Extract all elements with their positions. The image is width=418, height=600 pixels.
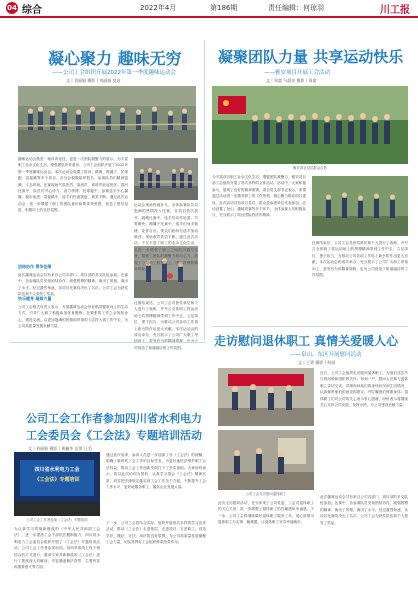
article1-body-col1: 趣味运动会既是一场体育竞技，更是一次团队凝聚力的展示。为丰富职工业余文化生活，增强团队协作意识，公司工会组织开展了2022年第一季度趣味运动会。本次运动会设置了拔河、跳绳、踢毽子、托球跑、袋鼠跳等多个项目，各分会积极组织报名，参赛队员们精神饱满、斗志昂扬。比赛现场气氛热烈，加油声、欢呼声此起彼伏。拔河比赛中，队员们齐心协力、奋力拼搏；托球跑中，参赛选手小心翼翼、稳步前进；袋鼠跳中，选手们你追我赶、欢笑不断。通过此次运动会，进一步增强了职工的团队意识和集体荣誉感，营造了团结奋进、积极向上的良好氛围。 [18, 157, 128, 213]
article1-body-col1b: 此次趣味运动会共有来自公司各部门、项目部的多支队伍参加。比赛中，各参赛队员发扬团结协作、顽强拼搏的精神，赛出了风格，赛出了水平。经过激烈角逐，各项目比赛均决出了名次，公司工会为获奖队伍和个人颁发了奖品。 [18, 273, 128, 297]
article2-photo-caption: 雅安项目党员群众合影 [293, 166, 327, 170]
section-name: 综合 [22, 5, 42, 16]
article4-body-col1: 通过此次培训，参训人员进一步加深了对《工会法》的理解，明确了新时代工会工作的目标任务，为更好地依法维护职工合法权益、推动工会工作创新发展打下了坚实基础。大家纷纷表示，将以此次培训为契机，认真学习领会《工会法》精神实质，切实把法律规定落实到工会工作各个方面，不断提升工会工作水平，更好地服务职工、服务企业发展大局。 [106, 453, 206, 490]
article1-body-col3: 比赛结束后，公司工会对获奖单位和个人进行了表彰，并号召全体职工将运动场上的拼搏精神带到工作中去，立足岗位、勇于担当，为推动公司各项工作再上新台阶作出更大贡献。本次运动会的成功举办，充分展示了公司广大职工昂 司营造了和谐融洽的工作氛围。 [134, 301, 198, 350]
section-divider-right [212, 326, 408, 327]
article1-subheading1: 团结协作 勇争佳绩 [18, 264, 52, 269]
project-activity-photo [312, 176, 408, 236]
screen-line2: 《工会法》专题培训 [34, 477, 80, 483]
sports-meeting-photo [18, 86, 196, 152]
issue-number: 第186期 [210, 4, 238, 12]
article1-body-col1c: 公司工会相关负责人表示，开展趣味运动会旨在倡导健康向上的生活方式，引导广大职工积极参加体育锻炼，在紧张的工作之余放松身心、增进交流，以更加饱满的热情和昂扬的斗志投入到工作中去，为公司高质量发展贡献力量。 [18, 305, 128, 329]
article3-body-col1: 近日，公司工会组织走访慰问退休职工，为他们送去节日的问候和组织的关怀。每到一户，慰问人员都与退休职工亲切交谈，详细询问他们的身体状况和生活情况，认真倾听他们的意见和建议，并叮嘱他们保重身体。退休职工们对公司的关心表示衷心感谢，纷纷表示将继续关心支持公司发展，发挥余热，为公司建设贡献力量。 [320, 371, 408, 408]
article1-subheading2: 快乐健身 凝聚力量 [18, 296, 52, 301]
tug-of-war-photo [134, 158, 198, 200]
article1-subtitle: ——公司工会组织开展2022年第一季度趣味运动会 [52, 70, 176, 76]
article2-title: 凝聚团队力量 共享运动快乐 [218, 48, 404, 66]
retiree-visit-photo [218, 368, 314, 426]
article1-body-col2: 运动会现场热闹非凡，全体参赛队员以饱满的热情投入比赛，各项目依次展开。跳绳比赛中，选手们动作轻盈、节奏明快；踢毽子比赛中，选手们身手敏捷、花样百出。观众们纷纷为选手加油鼓劲，现场欢声笑语不断。通过此次活动，不仅丰富了职工的业余文化生活，也进一步增强了职工之间的沟通与交流，增强了团队的凝聚力和向心力，展现了公司职工积极向上、团结拼搏的精神风貌。 [134, 203, 198, 272]
article2-subtitle: ——雅安项目开展工会活动 [264, 70, 331, 76]
article2-body-col1: 为丰富项目职工业余文化生活，增强团队凝聚力，雅安项目部工会组织开展了形式多样的文体活动。活动中，大家积极参与，展现了良好的精神面貌。项目党支部书记表示，希望通过活动进一步激发职工的工作热情，凝心聚力推动项目建设。此次活动共有项目党员、群众及参建单位代表参加，活动设置了登山、趣味竞赛等多个环节，全体参赛人员积极参与，充分展示了项目团队的协作精神。 [212, 175, 306, 218]
article2-body-col2: 比赛结束后，公司工会对获奖单位和个人进行了表彰，并号召全体职工将运动场上的拼搏精神带到工作中去，立足岗位、勇于担当，为推动公司各项工作再上新台阶作出更大贡献。本次运动会的成功举办，充分展示了公司广大职工昂扬向上、奋发有为的精神面貌，也为公司营造了和谐融洽的工作氛围。 [312, 241, 408, 278]
article2-byline: 文丨周童 马晨亮 摄影丨周童 [266, 78, 317, 83]
group-photo-with-flag [212, 86, 408, 164]
issue-date: 2022年4月 [140, 4, 177, 12]
column-divider [204, 40, 205, 340]
article4-photo-caption: 公司工会工作者参加《工会法》专题培训 [26, 518, 88, 522]
article1-title: 凝心聚力 趣味无穷 [48, 49, 182, 68]
article3-body-col2: 此次走访慰问活动，充分体现了公司党委、工会对退休职工的关心关爱，进一步增强了退休职工的归属感和幸福感。下一步，公司工会将继续做好退休职工服务工作，用心用情为退休职工办实事、解难题，让退休职工安享幸福晚年。 [218, 501, 314, 525]
responsible-editor: 责任编辑：何琼羽 [268, 4, 324, 12]
article3-subtitle: ——泉山、东区开展慰问活动 [290, 352, 362, 358]
article3-photo-caption: 公司工会走访慰问退休职工 [245, 492, 287, 496]
section-divider [10, 342, 206, 343]
article3-byline: 文丨王勇 摄影丨何丽 [298, 360, 336, 365]
screen-line1: 四川省水利电力工会 [34, 467, 80, 473]
article4-body-col2: 为认真学习贯彻新修改的《中华人民共和国工会法》，进一步提高工会干部依法履职能力，四川省水利电力工会委员会组织开展了《工会法》专题培训活动，公司工会工作者参加培训。培训采取线上线下相结合的方式进行，邀请专家对新修改的《工会法》进行了系统深入的解读，内容涵盖修法背景、主要内容和重要意义等方面。 [14, 527, 100, 570]
page-header [0, 0, 418, 18]
article1-byline: 文丨刘丽娟 摄影丨刘丽娟 莫意 [66, 78, 121, 83]
article3-title: 走访慰问退休职工 真情关爱暖人心 [214, 334, 399, 348]
newspaper-logo: 川工报 [380, 5, 410, 16]
article3-body-col3: 此次趣味运动会共有来自公司各部门、项目部的多支队伍参加。比赛中，各参赛队员发扬团结协作、顽强拼搏的精神，赛出了风格，赛出了水平。经过激烈角逐，各项目比赛均决出了名次，公司工会为获奖队伍和个人颁发了奖品。 [320, 495, 408, 525]
page-number-badge: 04 [7, 4, 17, 12]
training-screen-photo [14, 452, 100, 516]
article4-byline: 文丨刘丽娟 摄影丨黄巍华 出图 汪毛 [28, 446, 92, 451]
article4-body-col3: 下一步，公司工会将结合实际，组织开展形式多样的学习宣传活动，推动《工会法》走进基层、走进项目、走进职工，营造学法、懂法、守法、用法的良好氛围，为公司高质量发展凝聚工会力量，切实发挥好工会组织桥梁纽带作用。 [106, 521, 206, 545]
article4-title: 公司工会工作者参加四川省水利电力工会委员会《工会法》专题培训活动 [26, 412, 202, 442]
retiree-gift-photo [218, 430, 314, 490]
